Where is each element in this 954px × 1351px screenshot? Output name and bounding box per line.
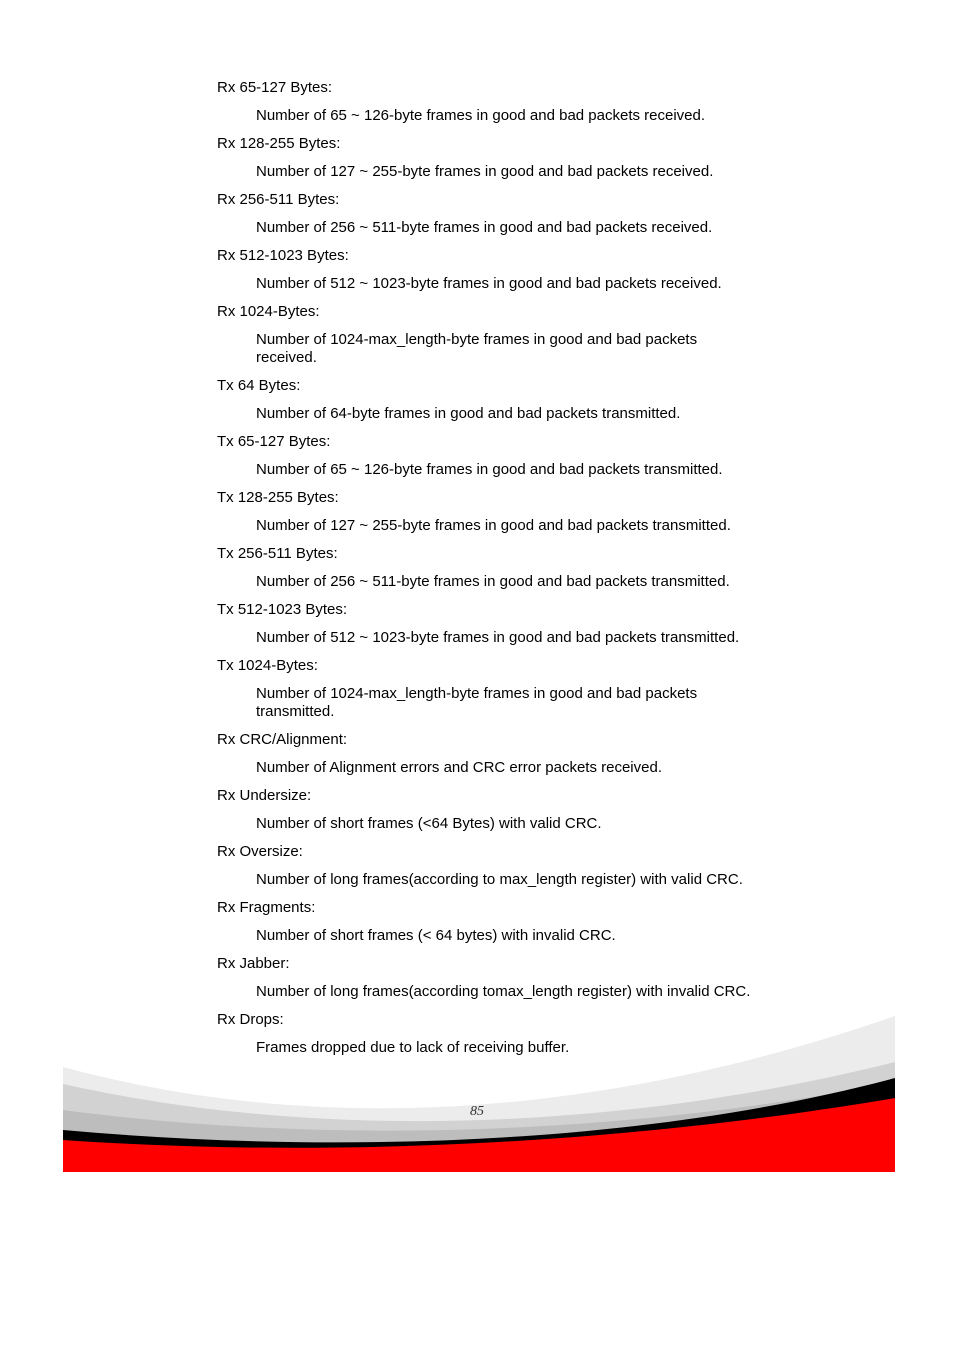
term-description: Number of 1024-max_length-byte frames in good and bad packets received.: [256, 331, 698, 366]
term-label: Rx Undersize:: [217, 787, 312, 804]
term-description: Number of short frames (<64 Bytes) with valid CRC.: [256, 815, 602, 832]
term-description: Number of short frames (< 64 bytes) with invalid CRC.: [256, 927, 616, 944]
term-label: Rx Jabber:: [217, 955, 290, 972]
term-label: Tx 512-1023 Bytes:: [217, 601, 348, 618]
entry-tx-65-127: [217, 433, 797, 479]
term-description: Frames dropped due to lack of receiving buffer.: [256, 1039, 570, 1056]
term-label: Rx 256-511 Bytes:: [217, 191, 340, 208]
entry-rx-jabber: [217, 955, 797, 1001]
term-description: Number of 256 ~ 511-byte frames in good and bad packets transmitted.: [256, 573, 730, 590]
entry-tx-256-511: [217, 545, 797, 591]
term-label: Rx CRC/Alignment:: [217, 731, 348, 748]
term-label: Rx 1024-Bytes:: [217, 303, 320, 320]
entry-rx-undersize: [217, 787, 797, 833]
term-label: Rx 512-1023 Bytes:: [217, 247, 349, 264]
term-description: Number of Alignment errors and CRC error packets received.: [256, 759, 662, 776]
term-description: Number of 512 ~ 1023-byte frames in good and bad packets received.: [256, 275, 722, 292]
term-label: Tx 65-127 Bytes:: [217, 433, 331, 450]
entry-rx-crc-alignment: [217, 731, 797, 777]
term-label: Rx 65-127 Bytes:: [217, 79, 333, 96]
entry-rx-512-1023: [217, 247, 797, 293]
entry-tx-1024: [217, 657, 797, 721]
term-label: Rx Fragments:: [217, 899, 316, 916]
term-label: Tx 256-511 Bytes:: [217, 545, 338, 562]
definition-list: [217, 79, 797, 1067]
term-description: Number of 256 ~ 511-byte frames in good and bad packets received.: [256, 219, 713, 236]
entry-rx-65-127: [217, 79, 797, 125]
term-label: Rx Drops:: [217, 1011, 284, 1028]
term-description: Number of long frames(according to max_length register) with valid CRC.: [256, 871, 743, 888]
term-label: Rx 128-255 Bytes:: [217, 135, 341, 152]
page-number: 85: [470, 1104, 484, 1119]
entry-tx-64: [217, 377, 797, 423]
term-label: Rx Oversize:: [217, 843, 303, 860]
entry-rx-fragments: [217, 899, 797, 945]
term-label: Tx 1024-Bytes:: [217, 657, 318, 674]
term-description: Number of 65 ~ 126-byte frames in good and bad packets transmitted.: [256, 461, 723, 478]
entry-rx-256-511: [217, 191, 797, 237]
term-description: Number of long frames(according tomax_length register) with invalid CRC.: [256, 983, 751, 1000]
entry-rx-drops: [217, 1011, 797, 1057]
term-description: Number of 1024-max_length-byte frames in good and bad packets transmitted.: [256, 685, 698, 720]
term-description: Number of 65 ~ 126-byte frames in good and bad packets received.: [256, 107, 706, 124]
entry-tx-512-1023: [217, 601, 797, 647]
entry-rx-1024: [217, 303, 797, 367]
term-description: Number of 64-byte frames in good and bad packets transmitted.: [256, 405, 681, 422]
term-description: Number of 512 ~ 1023-byte frames in good and bad packets transmitted.: [256, 629, 740, 646]
term-label: Tx 64 Bytes:: [217, 377, 301, 394]
term-description: Number of 127 ~ 255-byte frames in good and bad packets received.: [256, 163, 714, 180]
entry-tx-128-255: [217, 489, 797, 535]
term-description: Number of 127 ~ 255-byte frames in good and bad packets transmitted.: [256, 517, 731, 534]
entry-rx-oversize: [217, 843, 797, 889]
term-label: Tx 128-255 Bytes:: [217, 489, 339, 506]
entry-rx-128-255: [217, 135, 797, 181]
